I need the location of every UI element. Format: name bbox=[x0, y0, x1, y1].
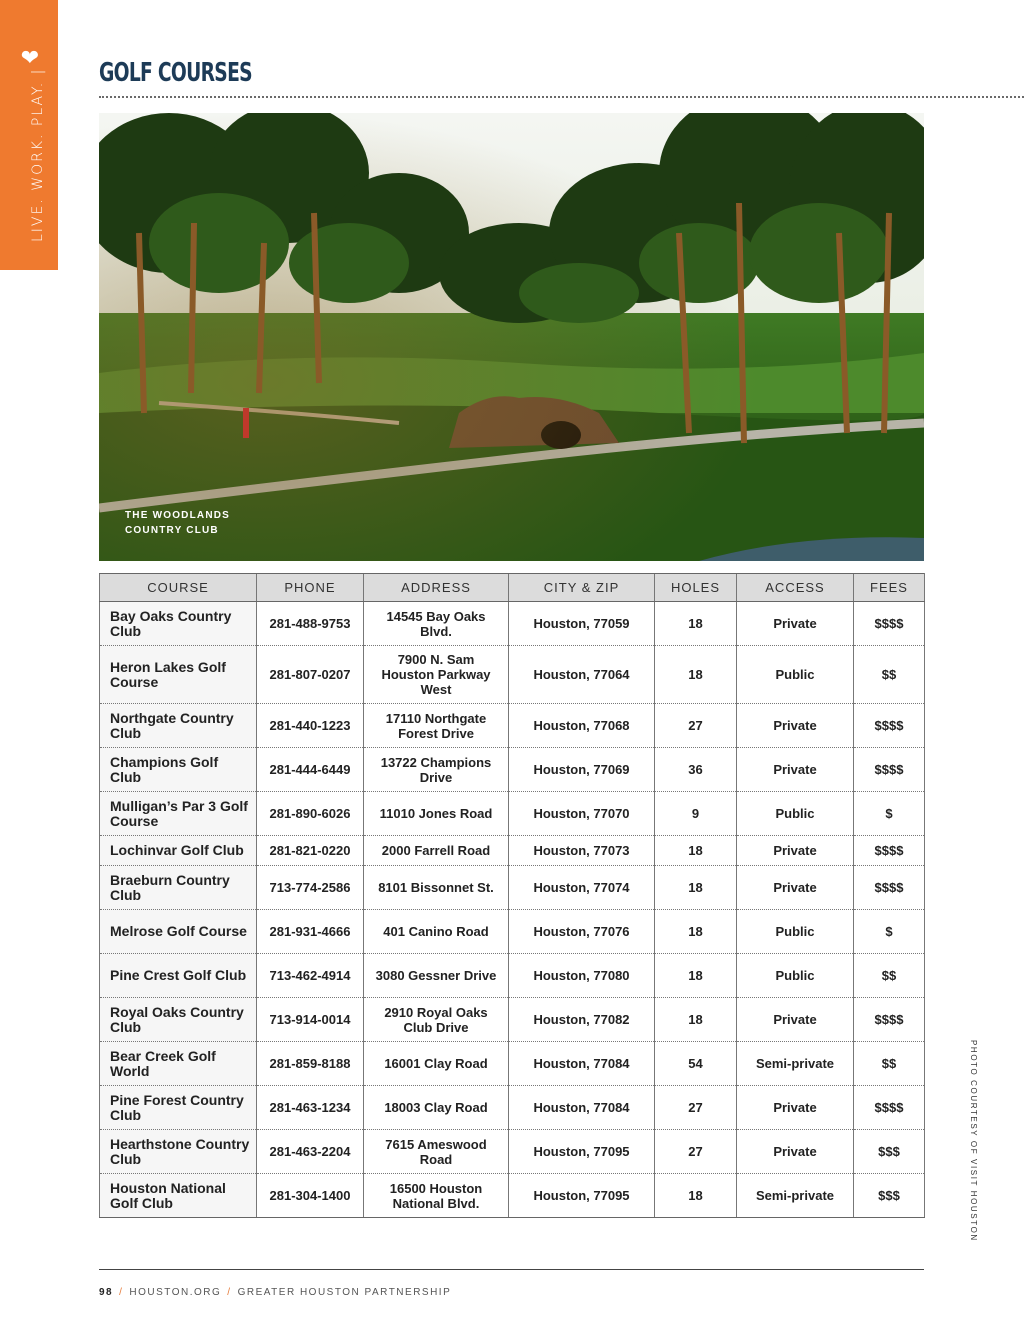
side-tab bbox=[0, 0, 58, 270]
cell-address: 401 Canino Road bbox=[364, 910, 509, 954]
cell-course: Lochinvar Golf Club bbox=[100, 836, 257, 866]
table-row bbox=[100, 704, 925, 748]
cell-phone: 281-463-2204 bbox=[257, 1130, 364, 1174]
page-title: GOLF COURSES bbox=[99, 58, 252, 88]
cell-holes: 18 bbox=[655, 910, 737, 954]
cell-address: 16500 Houston National Blvd. bbox=[364, 1174, 509, 1218]
cell-holes: 18 bbox=[655, 998, 737, 1042]
cell-fees: $$$ bbox=[854, 1174, 925, 1218]
cell-access: Private bbox=[737, 704, 854, 748]
heart-icon: ❤ bbox=[20, 46, 40, 71]
cell-holes: 18 bbox=[655, 836, 737, 866]
table-row bbox=[100, 792, 925, 836]
cell-access: Private bbox=[737, 1130, 854, 1174]
cell-course: Champions Golf Club bbox=[100, 748, 257, 792]
cell-address: 8101 Bissonnet St. bbox=[364, 866, 509, 910]
cell-access: Private bbox=[737, 1086, 854, 1130]
cell-access: Private bbox=[737, 998, 854, 1042]
table-row bbox=[100, 1086, 925, 1130]
cell-access: Public bbox=[737, 792, 854, 836]
cell-course: Melrose Golf Course bbox=[100, 910, 257, 954]
photo-credit: PHOTO COURTESY OF VISIT HOUSTON bbox=[969, 1040, 978, 1242]
column-header-holes: HOLES bbox=[655, 574, 737, 602]
cell-city-zip: Houston, 77070 bbox=[509, 792, 655, 836]
cell-phone: 713-774-2586 bbox=[257, 866, 364, 910]
table-row bbox=[100, 910, 925, 954]
cell-phone: 281-444-6449 bbox=[257, 748, 364, 792]
golf-courses-table bbox=[99, 573, 925, 1218]
cell-fees: $$$$ bbox=[854, 866, 925, 910]
cell-access: Semi-private bbox=[737, 1042, 854, 1086]
cell-address: 17110 Northgate Forest Drive bbox=[364, 704, 509, 748]
footer-org: GREATER HOUSTON PARTNERSHIP bbox=[237, 1287, 452, 1298]
cell-course: Bay Oaks Country Club bbox=[100, 602, 257, 646]
cell-phone: 281-890-6026 bbox=[257, 792, 364, 836]
cell-course: Heron Lakes Golf Course bbox=[100, 646, 257, 704]
cell-access: Private bbox=[737, 602, 854, 646]
cell-fees: $$$$ bbox=[854, 1086, 925, 1130]
cell-address: 11010 Jones Road bbox=[364, 792, 509, 836]
column-header-phone: PHONE bbox=[257, 574, 364, 602]
cell-course: Hearthstone Country Club bbox=[100, 1130, 257, 1174]
cell-city-zip: Houston, 77073 bbox=[509, 836, 655, 866]
cell-phone: 281-488-9753 bbox=[257, 602, 364, 646]
cell-phone: 281-304-1400 bbox=[257, 1174, 364, 1218]
cell-holes: 54 bbox=[655, 1042, 737, 1086]
footer-divider bbox=[99, 1269, 924, 1270]
cell-fees: $ bbox=[854, 910, 925, 954]
cell-city-zip: Houston, 77074 bbox=[509, 866, 655, 910]
cell-holes: 27 bbox=[655, 704, 737, 748]
cell-city-zip: Houston, 77076 bbox=[509, 910, 655, 954]
cell-city-zip: Houston, 77064 bbox=[509, 646, 655, 704]
cell-course: Northgate Country Club bbox=[100, 704, 257, 748]
cell-fees: $$ bbox=[854, 1042, 925, 1086]
cell-phone: 281-807-0207 bbox=[257, 646, 364, 704]
cell-course: Houston National Golf Club bbox=[100, 1174, 257, 1218]
cell-access: Private bbox=[737, 836, 854, 866]
cell-course: Pine Forest Country Club bbox=[100, 1086, 257, 1130]
cell-address: 13722 Champions Drive bbox=[364, 748, 509, 792]
column-header-address: ADDRESS bbox=[364, 574, 509, 602]
cell-fees: $$ bbox=[854, 646, 925, 704]
cell-fees: $$$$ bbox=[854, 704, 925, 748]
table-row bbox=[100, 1042, 925, 1086]
cell-fees: $$$$ bbox=[854, 602, 925, 646]
table-row bbox=[100, 646, 925, 704]
cell-city-zip: Houston, 77084 bbox=[509, 1086, 655, 1130]
cell-holes: 18 bbox=[655, 866, 737, 910]
cell-city-zip: Houston, 77069 bbox=[509, 748, 655, 792]
cell-access: Private bbox=[737, 866, 854, 910]
photo-caption: THE WOODLANDS COUNTRY CLUB bbox=[125, 510, 231, 536]
cell-holes: 18 bbox=[655, 1174, 737, 1218]
cell-city-zip: Houston, 77068 bbox=[509, 704, 655, 748]
page-number: 98 bbox=[99, 1287, 114, 1298]
side-tagline: LIVE. WORK. PLAY. | bbox=[30, 67, 46, 242]
cell-city-zip: Houston, 77080 bbox=[509, 954, 655, 998]
cell-course: Pine Crest Golf Club bbox=[100, 954, 257, 998]
cell-holes: 36 bbox=[655, 748, 737, 792]
cell-holes: 18 bbox=[655, 646, 737, 704]
cell-access: Private bbox=[737, 748, 854, 792]
cell-phone: 713-462-4914 bbox=[257, 954, 364, 998]
table-row bbox=[100, 836, 925, 866]
cell-holes: 18 bbox=[655, 954, 737, 998]
cell-course: Royal Oaks Country Club bbox=[100, 998, 257, 1042]
cell-address: 18003 Clay Road bbox=[364, 1086, 509, 1130]
column-header-city-zip: CITY & ZIP bbox=[509, 574, 655, 602]
cell-holes: 9 bbox=[655, 792, 737, 836]
table-row bbox=[100, 602, 925, 646]
cell-phone: 281-931-4666 bbox=[257, 910, 364, 954]
cell-fees: $$$ bbox=[854, 1130, 925, 1174]
cell-phone: 281-859-8188 bbox=[257, 1042, 364, 1086]
page-footer: 98 / HOUSTON.ORG / GREATER HOUSTON PARTNERSHIP bbox=[99, 1287, 452, 1298]
column-header-fees: FEES bbox=[854, 574, 925, 602]
table-row bbox=[100, 866, 925, 910]
cell-address: 16001 Clay Road bbox=[364, 1042, 509, 1086]
title-divider bbox=[99, 96, 1024, 98]
cell-access: Semi-private bbox=[737, 1174, 854, 1218]
table-row bbox=[100, 998, 925, 1042]
cell-course: Braeburn Country Club bbox=[100, 866, 257, 910]
cell-holes: 27 bbox=[655, 1086, 737, 1130]
cell-access: Public bbox=[737, 646, 854, 704]
cell-holes: 18 bbox=[655, 602, 737, 646]
cell-access: Public bbox=[737, 954, 854, 998]
cell-address: 7615 Ameswood Road bbox=[364, 1130, 509, 1174]
table-row bbox=[100, 954, 925, 998]
cell-address: 14545 Bay Oaks Blvd. bbox=[364, 602, 509, 646]
cell-address: 7900 N. Sam Houston Parkway West bbox=[364, 646, 509, 704]
cell-holes: 27 bbox=[655, 1130, 737, 1174]
cell-city-zip: Houston, 77082 bbox=[509, 998, 655, 1042]
cell-fees: $$$$ bbox=[854, 748, 925, 792]
photo-illustration bbox=[99, 113, 924, 561]
cell-address: 2910 Royal Oaks Club Drive bbox=[364, 998, 509, 1042]
table-row bbox=[100, 748, 925, 792]
table-row bbox=[100, 1130, 925, 1174]
cell-fees: $ bbox=[854, 792, 925, 836]
cell-address: 3080 Gessner Drive bbox=[364, 954, 509, 998]
cell-course: Mulligan’s Par 3 Golf Course bbox=[100, 792, 257, 836]
cell-fees: $$$$ bbox=[854, 836, 925, 866]
cell-phone: 281-821-0220 bbox=[257, 836, 364, 866]
cell-city-zip: Houston, 77095 bbox=[509, 1130, 655, 1174]
table-header-row bbox=[100, 574, 925, 602]
cell-access: Public bbox=[737, 910, 854, 954]
cell-phone: 281-440-1223 bbox=[257, 704, 364, 748]
column-header-access: ACCESS bbox=[737, 574, 854, 602]
footer-site-link[interactable]: HOUSTON.ORG bbox=[129, 1287, 222, 1298]
cell-city-zip: Houston, 77059 bbox=[509, 602, 655, 646]
cell-city-zip: Houston, 77084 bbox=[509, 1042, 655, 1086]
cell-fees: $$$$ bbox=[854, 998, 925, 1042]
column-header-course: COURSE bbox=[100, 574, 257, 602]
cell-city-zip: Houston, 77095 bbox=[509, 1174, 655, 1218]
table-row bbox=[100, 1174, 925, 1218]
cell-phone: 281-463-1234 bbox=[257, 1086, 364, 1130]
cell-phone: 713-914-0014 bbox=[257, 998, 364, 1042]
cell-address: 2000 Farrell Road bbox=[364, 836, 509, 866]
cell-course: Bear Creek Golf World bbox=[100, 1042, 257, 1086]
golf-course-photo bbox=[99, 113, 924, 561]
cell-fees: $$ bbox=[854, 954, 925, 998]
